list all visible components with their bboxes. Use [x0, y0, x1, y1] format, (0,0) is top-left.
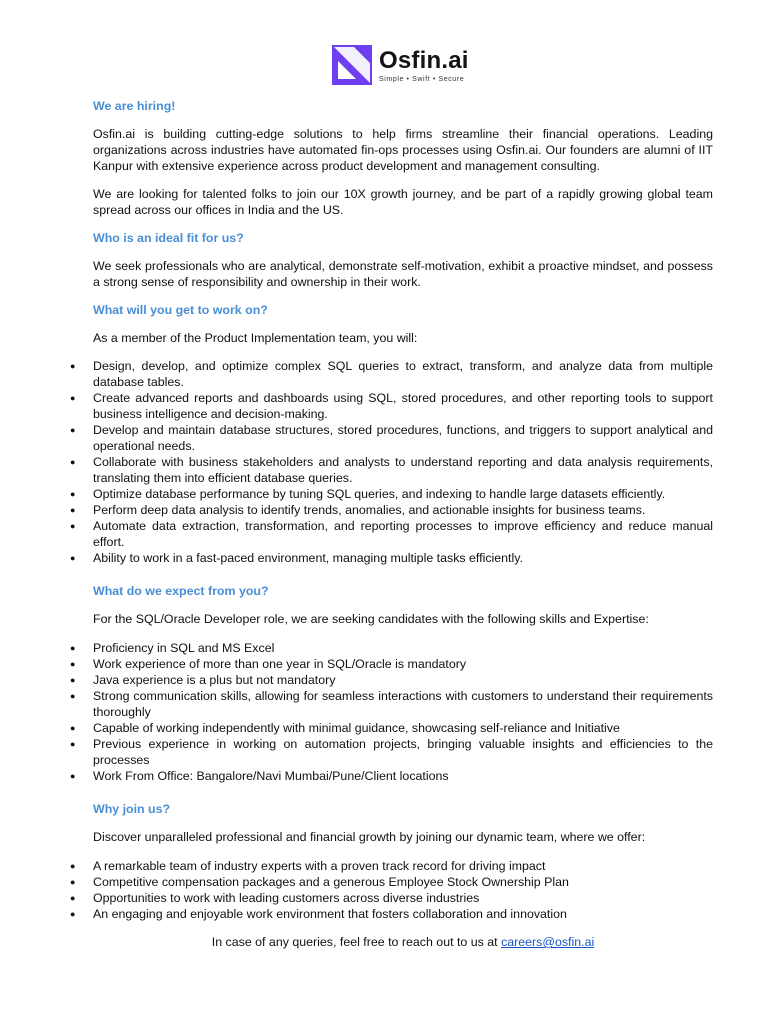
expect-intro: For the SQL/Oracle Developer role, we are seeking candidates with the following skills and Expertise:	[93, 612, 649, 626]
logo-tagline: Simple • Swift • Secure	[379, 75, 465, 83]
ideal-fit-heading: Who is an ideal fit for us?	[93, 231, 244, 245]
list-item: ● Proficiency in SQL and MS Excel	[93, 640, 713, 656]
logo-name: Osfin.ai	[379, 46, 469, 74]
footer-text: In case of any queries, feel free to reach out to us at	[211, 935, 502, 949]
company-logo	[332, 45, 469, 85]
list-item: ● Opportunities to work with leading customers across diverse industries	[93, 890, 713, 906]
ideal-fit-paragraph: We seek professionals who are analytical, demonstrate self-motivation, exhibit a proactive mindset, and possess a strong sense of responsibility and ownership in their work.	[93, 259, 713, 289]
contact-footer	[93, 934, 713, 950]
osfin-logo-icon	[332, 45, 372, 85]
why-heading: Why join us?	[93, 802, 171, 816]
list-item: ● Develop and maintain database structures, stored procedures, functions, and triggers to support analytical and operational needs.	[93, 422, 713, 454]
why-list	[93, 858, 713, 922]
list-item: ● Work From Office: Bangalore/Navi Mumbai/Pune/Client locations	[93, 768, 713, 784]
hiring-heading: We are hiring!	[93, 99, 176, 113]
list-item: ● Optimize database performance by tuning SQL queries, and indexing to handle large datasets efficiently.	[93, 486, 713, 502]
intro-paragraph-2: We are looking for talented folks to join our 10X growth journey, and be part of a rapidly growing global team spread across our offices in India and the US.	[93, 187, 713, 217]
list-item: ● A remarkable team of industry experts with a proven track record for driving impact	[93, 858, 713, 874]
list-item: ● Capable of working independently with minimal guidance, showcasing self-reliance and Initiative	[93, 720, 713, 736]
list-item: ● Previous experience in working on automation projects, bringing valuable insights and efficiencies to the processes	[93, 736, 713, 768]
list-item: ● Work experience of more than one year in SQL/Oracle is mandatory	[93, 656, 713, 672]
list-item: ● Create advanced reports and dashboards using SQL, stored procedures, and other reporting tools to support business intelligence and decision-making.	[93, 390, 713, 422]
list-item: ● Automate data extraction, transformation, and reporting processes to improve efficiency and reduce manual effort.	[93, 518, 713, 550]
list-item: ● Java experience is a plus but not mandatory	[93, 672, 713, 688]
work-list	[93, 358, 713, 566]
expect-heading: What do we expect from you?	[93, 584, 269, 598]
job-description	[93, 98, 713, 950]
work-intro: As a member of the Product Implementation team, you will:	[93, 331, 418, 345]
list-item: ● Strong communication skills, allowing for seamless interactions with customers to understand their requirements thoroughly	[93, 688, 713, 720]
careers-email-link[interactable]: careers@osfin.ai	[501, 935, 595, 949]
list-item: ● Collaborate with business stakeholders and analysts to understand reporting and data analysis requirements, translating them into efficient database queries.	[93, 454, 713, 486]
list-item: ● Perform deep data analysis to identify trends, anomalies, and actionable insights for business teams.	[93, 502, 713, 518]
list-item: ● An engaging and enjoyable work environment that fosters collaboration and innovation	[93, 906, 713, 922]
list-item: ● Design, develop, and optimize complex SQL queries to extract, transform, and analyze data from multiple database tables.	[93, 358, 713, 390]
intro-paragraph-1: Osfin.ai is building cutting-edge solutions to help firms streamline their financial operations. Leading organizations across industries have automated fin-ops processes using Osfin.ai. Our founders are alumni of IIT Kanpur with extensive experience across product development and management consulting.	[93, 127, 713, 173]
work-heading: What will you get to work on?	[93, 303, 268, 317]
list-item: ● Competitive compensation packages and a generous Employee Stock Ownership Plan	[93, 874, 713, 890]
why-intro: Discover unparalleled professional and financial growth by joining our dynamic team, where we offer:	[93, 830, 646, 844]
list-item: ● Ability to work in a fast-paced environment, managing multiple tasks efficiently.	[93, 550, 713, 566]
expect-list	[93, 640, 713, 784]
